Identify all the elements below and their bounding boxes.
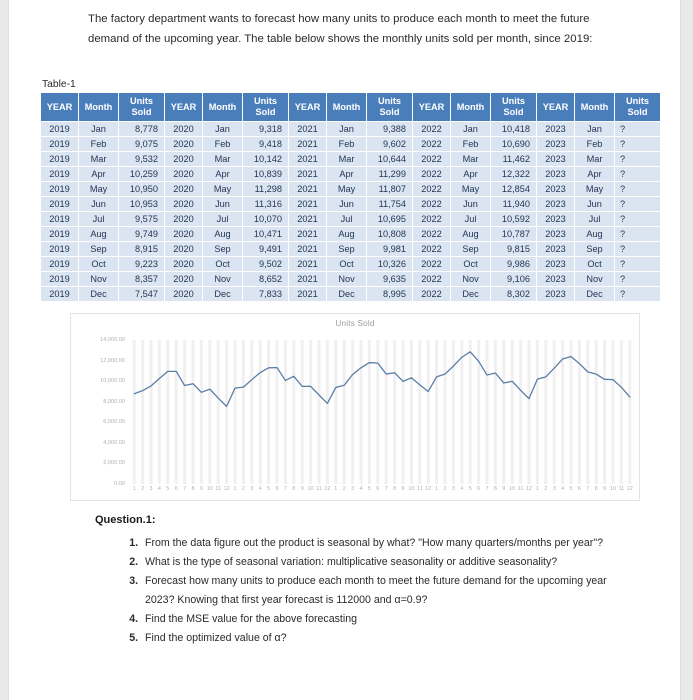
table-row [41, 137, 661, 152]
y-axis-tick-label: 14,000.00 [100, 337, 125, 343]
x-axis-tick-label: 1 [334, 486, 338, 492]
table-cell: Jan [575, 122, 615, 137]
x-axis-tick-label: 4 [157, 486, 161, 492]
table-cell: 2021 [289, 212, 327, 227]
table-cell: 2020 [165, 227, 203, 242]
table-cell: 11,807 [367, 182, 413, 197]
table-cell: 2020 [165, 257, 203, 272]
table-cell: Apr [327, 167, 367, 182]
x-axis-tick-label: 2 [241, 486, 245, 492]
table-cell: ? [615, 257, 661, 272]
table-row [41, 182, 661, 197]
y-axis-tick-label: 4,000.00 [103, 439, 125, 446]
table-cell: 9,418 [243, 137, 289, 152]
document-page [8, 0, 681, 700]
table-cell: 9,815 [491, 242, 537, 257]
questions-list [119, 534, 619, 648]
table-cell: 10,787 [491, 227, 537, 242]
table-cell: 2019 [41, 182, 79, 197]
table-cell: 9,388 [367, 122, 413, 137]
x-axis-tick-label: 1 [535, 486, 539, 492]
table-cell: Sep [203, 242, 243, 257]
table-cell: May [575, 182, 615, 197]
table-cell: 2020 [165, 137, 203, 152]
x-axis-tick-label: 10 [509, 486, 516, 492]
table-header-cell: Month [575, 93, 615, 122]
table-header-cell: Month [79, 93, 119, 122]
table-row [41, 287, 661, 302]
units-sold-chart [70, 313, 640, 501]
table-cell: Feb [575, 137, 615, 152]
table-row [41, 227, 661, 242]
table-cell: 10,418 [491, 122, 537, 137]
table-cell: 2023 [537, 242, 575, 257]
table-cell: 11,940 [491, 197, 537, 212]
table-cell: 12,854 [491, 182, 537, 197]
table-cell: 2023 [537, 197, 575, 212]
x-axis-tick-label: 11 [215, 486, 221, 492]
table-cell: ? [615, 182, 661, 197]
table-cell: Oct [451, 257, 491, 272]
table-cell: 9,106 [491, 272, 537, 287]
table-cell: Feb [451, 137, 491, 152]
table-row [41, 257, 661, 272]
y-axis-tick-label: 6,000.00 [103, 419, 125, 426]
table-header-cell: YEAR [165, 93, 203, 122]
x-axis-tick-label: 12 [526, 486, 532, 492]
table-cell: 2021 [289, 272, 327, 287]
table-cell: 9,981 [367, 242, 413, 257]
table-header-cell: Units Sold [119, 93, 165, 122]
table-cell: Jun [451, 197, 491, 212]
table-cell: 2021 [289, 182, 327, 197]
table-cell: May [203, 182, 243, 197]
table-cell: Apr [575, 167, 615, 182]
x-axis-tick-label: 12 [626, 486, 633, 492]
table-cell: 11,754 [367, 197, 413, 212]
x-axis-tick-label: 8 [493, 486, 497, 492]
table-cell: Dec [451, 287, 491, 302]
table-cell: 2022 [413, 242, 451, 257]
x-axis-tick-label: 5 [367, 486, 371, 492]
x-axis-tick-label: 7 [485, 486, 489, 492]
table-cell: Nov [451, 272, 491, 287]
table-cell: ? [615, 212, 661, 227]
table-cell: 8,652 [243, 272, 289, 287]
x-axis-tick-label: 10 [610, 486, 616, 492]
table-header-cell: Units Sold [491, 93, 537, 122]
x-axis-tick-label: 1 [435, 486, 439, 492]
x-axis-tick-label: 9 [401, 486, 405, 492]
table-cell: 9,602 [367, 137, 413, 152]
table-cell: 2022 [413, 137, 451, 152]
table-cell: 2023 [537, 287, 575, 302]
table-cell: Aug [575, 227, 615, 242]
table-cell: 9,635 [367, 272, 413, 287]
table-cell: Jun [203, 197, 243, 212]
x-axis-tick-label: 9 [300, 486, 304, 492]
table-cell: Nov [575, 272, 615, 287]
table-cell: 7,833 [243, 287, 289, 302]
table-cell: 8,778 [119, 122, 165, 137]
table-row [41, 122, 661, 137]
table-cell: 12,322 [491, 167, 537, 182]
table-cell: 2019 [41, 122, 79, 137]
table-cell: Jun [327, 197, 367, 212]
table-cell: Sep [327, 242, 367, 257]
y-axis-tick-label: 2,000.00 [103, 460, 125, 467]
x-axis-tick-label: 12 [324, 486, 331, 492]
x-axis-tick-label: 10 [408, 486, 415, 492]
table-cell: Oct [79, 257, 119, 272]
table-cell: 2022 [413, 257, 451, 272]
table-cell: 2021 [289, 122, 327, 137]
table-cell: Jan [327, 122, 367, 137]
x-axis-tick-label: 8 [594, 486, 598, 492]
table-cell: Mar [327, 152, 367, 167]
table-cell: 10,953 [119, 197, 165, 212]
x-axis-tick-label: 8 [393, 486, 397, 492]
table-cell: May [79, 182, 119, 197]
table-cell: Mar [79, 152, 119, 167]
table-cell: 10,259 [119, 167, 165, 182]
table-cell: 2022 [413, 182, 451, 197]
table-cell: 2020 [165, 152, 203, 167]
x-axis-tick-label: 2 [443, 486, 447, 492]
table-cell: Sep [451, 242, 491, 257]
x-axis-tick-label: 5 [569, 486, 573, 492]
table-cell: Mar [451, 152, 491, 167]
table-cell: 2022 [413, 227, 451, 242]
table-cell: 2023 [537, 167, 575, 182]
table-row [41, 167, 661, 182]
table-cell: 2019 [41, 227, 79, 242]
chart-x-axis [130, 486, 634, 498]
x-axis-tick-label: 3 [451, 486, 455, 492]
x-axis-tick-label: 10 [206, 486, 213, 492]
x-axis-tick-label: 4 [561, 486, 565, 492]
table-cell: 2020 [165, 122, 203, 137]
table-header-cell: Month [451, 93, 491, 122]
table-header-cell: YEAR [413, 93, 451, 122]
table-cell: Apr [203, 167, 243, 182]
table-cell: Jan [203, 122, 243, 137]
table-cell: 8,357 [119, 272, 165, 287]
table-header-cell: YEAR [289, 93, 327, 122]
table-cell: 2019 [41, 272, 79, 287]
table-cell: Oct [203, 257, 243, 272]
x-axis-tick-label: 12 [425, 486, 432, 492]
x-axis-tick-label: 11 [618, 486, 625, 492]
table-cell: 8,995 [367, 287, 413, 302]
x-axis-tick-label: 7 [384, 486, 388, 492]
table-cell: Jul [451, 212, 491, 227]
x-axis-tick-label: 6 [477, 486, 481, 492]
question-item: 3. Forecast how many units to produce each month to meet the future demand for the upcoming year 2023? Knowing that first year forecast is 112000 and α=0.9? [141, 572, 619, 610]
table-cell: ? [615, 272, 661, 287]
table-cell: Nov [79, 272, 119, 287]
x-axis-tick-label: 2 [342, 486, 346, 492]
x-axis-tick-label: 7 [283, 486, 287, 492]
x-axis-tick-label: 11 [316, 486, 322, 492]
table-cell: 2021 [289, 197, 327, 212]
table-cell: 2020 [165, 197, 203, 212]
table-header-cell: YEAR [41, 93, 79, 122]
table-cell: 2019 [41, 137, 79, 152]
table-cell: 2022 [413, 152, 451, 167]
table-cell: 2023 [537, 272, 575, 287]
table-cell: 11,462 [491, 152, 537, 167]
question-item: 5. Find the optimized value of α? [141, 629, 619, 648]
table-cell: Jan [79, 122, 119, 137]
table-row [41, 242, 661, 257]
x-axis-tick-label: 4 [460, 486, 464, 492]
table-cell: 2020 [165, 287, 203, 302]
table-header-cell: Month [327, 93, 367, 122]
x-axis-tick-label: 1 [233, 486, 237, 492]
table-cell: 2023 [537, 257, 575, 272]
table-cell: Mar [575, 152, 615, 167]
table-cell: Jun [575, 197, 615, 212]
table-cell: 2021 [289, 242, 327, 257]
table-cell: Feb [327, 137, 367, 152]
table-cell: Aug [451, 227, 491, 242]
table-cell: 10,070 [243, 212, 289, 227]
y-axis-tick-label: 8,000.00 [103, 398, 125, 405]
table-cell: 8,915 [119, 242, 165, 257]
table-cell: 9,318 [243, 122, 289, 137]
x-axis-tick-label: 5 [468, 486, 472, 492]
chart-y-axis [71, 337, 129, 487]
chart-title: Units Sold [335, 319, 375, 328]
table-cell: ? [615, 152, 661, 167]
table-header-cell: Month [203, 93, 243, 122]
table-cell: 8,302 [491, 287, 537, 302]
table-cell: 10,690 [491, 137, 537, 152]
table-cell: 2022 [413, 197, 451, 212]
x-axis-tick-label: 6 [174, 486, 178, 492]
table-cell: 9,749 [119, 227, 165, 242]
table-cell: ? [615, 242, 661, 257]
table-cell: 2019 [41, 287, 79, 302]
table-row [41, 212, 661, 227]
table-cell: 10,808 [367, 227, 413, 242]
x-axis-tick-label: 8 [191, 486, 195, 492]
table-cell: 9,223 [119, 257, 165, 272]
x-axis-tick-label: 12 [223, 486, 230, 492]
table-cell: 9,075 [119, 137, 165, 152]
x-axis-tick-label: 1 [132, 486, 136, 492]
x-axis-tick-label: 7 [586, 486, 590, 492]
table-cell: 2023 [537, 182, 575, 197]
table-cell: May [451, 182, 491, 197]
table-cell: 2021 [289, 137, 327, 152]
table-cell: Dec [79, 287, 119, 302]
table-cell: 2020 [165, 212, 203, 227]
table-cell: Jul [575, 212, 615, 227]
table-cell: 2019 [41, 212, 79, 227]
table-cell: 10,471 [243, 227, 289, 242]
table-cell: 10,142 [243, 152, 289, 167]
table-header-cell: Units Sold [615, 93, 661, 122]
x-axis-tick-label: 3 [149, 486, 153, 492]
x-axis-tick-label: 2 [141, 486, 145, 492]
x-axis-tick-label: 4 [258, 486, 262, 492]
x-axis-tick-label: 11 [517, 486, 524, 492]
table-cell: 2023 [537, 137, 575, 152]
table-cell: 2020 [165, 272, 203, 287]
table-row [41, 197, 661, 212]
table-header-row [41, 93, 661, 122]
table-cell: 2022 [413, 122, 451, 137]
table-cell: 2019 [41, 197, 79, 212]
y-axis-tick-label: 10,000.00 [100, 378, 125, 385]
table-cell: Nov [327, 272, 367, 287]
x-axis-tick-label: 11 [416, 486, 423, 492]
x-axis-tick-label: 9 [603, 486, 607, 492]
x-axis-tick-label: 5 [166, 486, 170, 492]
intro-paragraph: The factory department wants to forecast how many units to produce each month to meet the future demand of the upcoming year. The table below shows the monthly units sold per month, since 2019: [88, 13, 593, 45]
question-item: 1. From the data figure out the product is seasonal by what? "How many quarters/months per year"? [141, 534, 619, 553]
table-header-cell: Units Sold [243, 93, 289, 122]
table-cell: Jul [79, 212, 119, 227]
table-cell: 2021 [289, 227, 327, 242]
units-sold-table-wrapper [40, 92, 661, 302]
table-cell: 2019 [41, 167, 79, 182]
table-cell: Sep [575, 242, 615, 257]
table-cell: 2022 [413, 212, 451, 227]
table-body [41, 122, 661, 302]
x-axis-tick-label: 3 [250, 486, 254, 492]
table-cell: 10,326 [367, 257, 413, 272]
table-cell: 2019 [41, 152, 79, 167]
table-cell: ? [615, 167, 661, 182]
table-cell: Sep [79, 242, 119, 257]
table-cell: 9,491 [243, 242, 289, 257]
x-axis-tick-label: 3 [351, 486, 355, 492]
table-cell: Mar [203, 152, 243, 167]
question-item: 4. Find the MSE value for the above forecasting [141, 610, 619, 629]
table-cell: 2022 [413, 287, 451, 302]
table-cell: Oct [327, 257, 367, 272]
questions-heading: Question.1: [95, 514, 156, 526]
table-cell: ? [615, 122, 661, 137]
table-cell: Aug [79, 227, 119, 242]
x-axis-tick-label: 10 [307, 486, 314, 492]
table-cell: 2023 [537, 122, 575, 137]
x-axis-tick-label: 3 [552, 486, 556, 492]
table-cell: 2023 [537, 152, 575, 167]
table-cell: Jan [451, 122, 491, 137]
table-row [41, 272, 661, 287]
table-cell: 10,592 [491, 212, 537, 227]
table-cell: 2023 [537, 227, 575, 242]
table-cell: ? [615, 227, 661, 242]
table-cell: Apr [451, 167, 491, 182]
table-cell: 10,644 [367, 152, 413, 167]
table-cell: 11,316 [243, 197, 289, 212]
x-axis-tick-label: 6 [577, 486, 581, 492]
x-axis-tick-label: 7 [183, 486, 187, 492]
table-cell: ? [615, 137, 661, 152]
table-header-cell: Units Sold [367, 93, 413, 122]
table-cell: Nov [203, 272, 243, 287]
table-cell: 2021 [289, 257, 327, 272]
table-row [41, 152, 661, 167]
x-axis-tick-label: 8 [292, 486, 296, 492]
table-cell: Apr [79, 167, 119, 182]
table-cell: Dec [203, 287, 243, 302]
table-cell: Jul [327, 212, 367, 227]
table-cell: 9,986 [491, 257, 537, 272]
table-cell: 2020 [165, 182, 203, 197]
table-cell: 2020 [165, 242, 203, 257]
x-axis-tick-label: 6 [376, 486, 380, 492]
table-cell: Aug [203, 227, 243, 242]
table-cell: 2021 [289, 152, 327, 167]
x-axis-tick-label: 2 [544, 486, 548, 492]
table-cell: 2022 [413, 167, 451, 182]
chart-plot-area [130, 340, 634, 484]
table-cell: 9,575 [119, 212, 165, 227]
table-cell: 10,695 [367, 212, 413, 227]
table-cell: ? [615, 287, 661, 302]
x-axis-tick-label: 5 [267, 486, 271, 492]
table-cell: 10,950 [119, 182, 165, 197]
table-cell: 9,532 [119, 152, 165, 167]
table-cell: Dec [575, 287, 615, 302]
table-cell: May [327, 182, 367, 197]
table-header [41, 93, 661, 122]
table-cell: Jun [79, 197, 119, 212]
table-cell: Dec [327, 287, 367, 302]
table-cell: Oct [575, 257, 615, 272]
x-axis-tick-label: 4 [359, 486, 363, 492]
y-axis-tick-label: 0.00 [114, 481, 125, 487]
y-axis-tick-label: 12,000.00 [100, 357, 125, 364]
table-caption: Table-1 [42, 79, 76, 90]
table-cell: Jul [203, 212, 243, 227]
table-cell: 9,502 [243, 257, 289, 272]
question-item: 2. What is the type of seasonal variation: multiplicative seasonality or additive seasonality? [141, 553, 619, 572]
table-cell: 11,298 [243, 182, 289, 197]
x-axis-tick-label: 9 [199, 486, 203, 492]
table-cell: Aug [327, 227, 367, 242]
table-header-cell: YEAR [537, 93, 575, 122]
table-cell: 2019 [41, 257, 79, 272]
table-cell: 10,839 [243, 167, 289, 182]
table-cell: Feb [79, 137, 119, 152]
table-cell: 7,547 [119, 287, 165, 302]
table-cell: Feb [203, 137, 243, 152]
table-cell: 2021 [289, 167, 327, 182]
table-cell: 2023 [537, 212, 575, 227]
units-sold-table [40, 92, 661, 302]
table-cell: 2022 [413, 272, 451, 287]
table-cell: 11,299 [367, 167, 413, 182]
table-cell: 2020 [165, 167, 203, 182]
table-cell: 2019 [41, 242, 79, 257]
x-axis-tick-label: 9 [502, 486, 506, 492]
x-axis-tick-label: 6 [275, 486, 279, 492]
table-cell: ? [615, 197, 661, 212]
table-cell: 2021 [289, 287, 327, 302]
